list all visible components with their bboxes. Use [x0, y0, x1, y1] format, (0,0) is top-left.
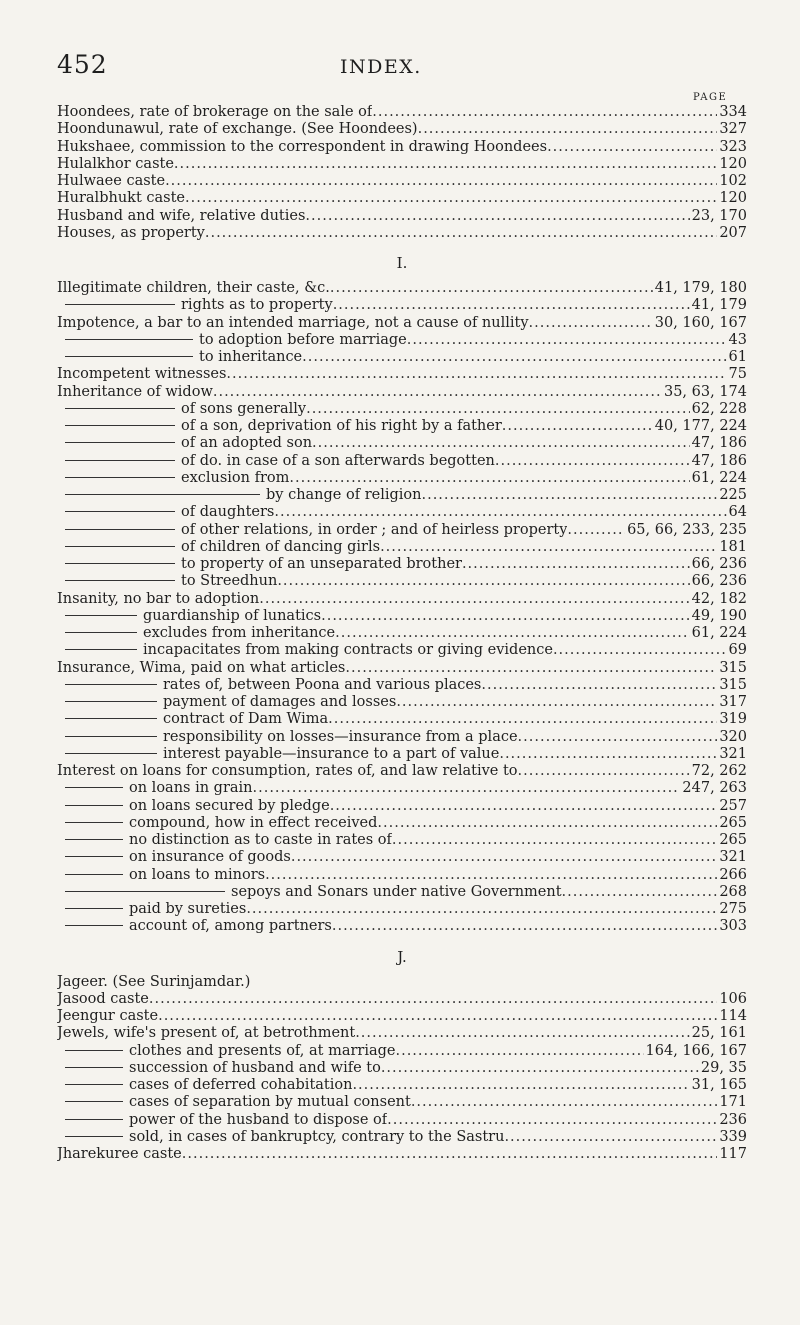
ditto-rule [65, 1067, 123, 1068]
index-entry [57, 156, 747, 173]
ditto-rule [65, 511, 175, 512]
dot-leader [355, 1025, 689, 1042]
index-entry [57, 1008, 747, 1025]
entry-pages: 171 [719, 1094, 747, 1111]
entry-pages: 49, 190 [691, 607, 747, 624]
index-entry [57, 332, 747, 349]
index-entry [57, 625, 747, 642]
entry-text: Jasood caste [57, 990, 149, 1007]
entry-text: no distinction as to caste in rates of [129, 832, 392, 848]
index-entry [57, 608, 747, 625]
entry-pages: 225 [719, 487, 747, 503]
entry-pages: 265 [719, 832, 747, 848]
entry-pages: 66, 236 [691, 573, 747, 590]
ditto-rule [65, 408, 175, 409]
entry-pages: 120 [719, 155, 747, 172]
entry-pages: 275 [719, 901, 747, 917]
entry-pages: 303 [719, 918, 747, 935]
entry-text: cases of separation by mutual consent [129, 1094, 411, 1111]
index-entry [57, 884, 747, 901]
entry-text: Hulalkhor caste [57, 155, 174, 172]
dot-leader [333, 297, 690, 314]
dot-leader [547, 139, 717, 156]
dot-leader [226, 366, 726, 383]
ditto-rule [65, 477, 175, 478]
dot-leader [291, 849, 717, 866]
ditto-rule [65, 649, 137, 650]
index-entry [57, 763, 747, 780]
entry-pages: 72, 262 [691, 763, 747, 779]
entry-pages: 66, 236 [691, 556, 747, 572]
entry-text: Hulwaee caste [57, 173, 166, 189]
dot-leader [481, 677, 717, 694]
entry-pages: 41, 179, 180 [654, 280, 747, 296]
index-entry [57, 366, 747, 383]
dot-leader [165, 173, 717, 190]
entry-text: excludes from inheritance [143, 625, 336, 641]
dot-leader [421, 487, 717, 504]
entry-text: Hoondunawul, rate of exchange. (See Hoondees) [57, 121, 418, 138]
entry-pages: 47, 186 [691, 435, 747, 452]
ditto-rule [65, 356, 193, 357]
entry-text: Inheritance of widow [57, 383, 213, 400]
index-entry [57, 1043, 747, 1060]
dot-leader [407, 332, 727, 349]
ditto-rule [65, 304, 175, 305]
entry-text: to Streedhun [181, 573, 278, 590]
index-entry [57, 121, 747, 138]
dot-leader [372, 104, 717, 121]
dot-leader [567, 522, 625, 539]
entry-pages: 207 [719, 224, 747, 241]
section-letter: J. [397, 947, 407, 966]
dot-leader [321, 608, 690, 625]
index-entry [57, 867, 747, 884]
entry-text: paid by sureties [129, 901, 247, 917]
ditto-rule [65, 925, 123, 926]
entry-text: of a son, deprivation of his right by a father [181, 418, 502, 434]
entry-text: incapacitates from making contracts or giving evidence [143, 642, 553, 659]
dot-leader [302, 349, 726, 366]
entry-pages: 265 [719, 814, 747, 831]
entry-text: payment of damages and losses [163, 694, 397, 710]
entry-pages: 41, 179 [691, 297, 747, 314]
dot-leader [289, 470, 689, 487]
ditto-rule [65, 546, 175, 547]
entry-text: clothes and presents of, at marriage [129, 1042, 396, 1059]
dot-leader [335, 625, 690, 642]
ditto-rule [65, 425, 175, 426]
entry-text: Insanity, no bar to adoption [57, 590, 260, 607]
ditto-rule [65, 1050, 123, 1051]
dot-leader [274, 504, 726, 521]
entry-pages: 106 [719, 990, 747, 1007]
entry-pages: 42, 182 [691, 590, 747, 607]
entry-pages: 61, 224 [691, 469, 747, 486]
index-entry [57, 780, 747, 797]
entry-text: Jewels, wife's present of, at betrothment [57, 1025, 356, 1042]
dot-leader [149, 991, 717, 1008]
dot-leader [518, 763, 690, 780]
ditto-rule [65, 615, 137, 616]
entry-pages: 65, 66, 233, 235 [627, 521, 747, 538]
entry-text: Houses, as property [57, 224, 205, 241]
entry-pages: 69 [728, 642, 747, 659]
index-entry [57, 173, 747, 190]
entry-pages: 30, 160, 167 [654, 314, 747, 331]
dot-leader [381, 1060, 699, 1077]
index-entry [57, 522, 747, 539]
entry-text: of children of dancing girls [181, 538, 381, 555]
entry-pages: 114 [719, 1008, 747, 1024]
dot-leader [306, 401, 690, 418]
page-column-label: PAGE [693, 92, 728, 103]
entry-pages: 23, 170 [691, 207, 747, 224]
dot-leader [253, 780, 681, 797]
entry-text: of other relations, in order ; and of heirless property [181, 521, 568, 538]
ditto-rule [65, 529, 175, 530]
ditto-rule [65, 701, 157, 702]
index-entry [57, 297, 747, 314]
index-entry [57, 556, 747, 573]
ditto-rule [65, 822, 123, 823]
ditto-rule [65, 442, 175, 443]
entry-pages: 323 [719, 138, 747, 155]
entry-pages: 319 [719, 711, 747, 728]
entry-text: contract of Dam Wima [163, 711, 329, 728]
dot-leader [330, 798, 718, 815]
entry-text: cases of deferred cohabitation [129, 1077, 353, 1093]
dot-leader [246, 901, 717, 918]
index-entry [57, 694, 747, 711]
ditto-rule [65, 805, 123, 806]
index-entry [57, 453, 747, 470]
entry-text: on insurance of goods [129, 849, 291, 866]
ditto-rule [65, 1084, 123, 1085]
entry-pages: 40, 177, 224 [654, 418, 747, 434]
entry-text: sold, in cases of bankruptcy, contrary to the Sastru [129, 1128, 505, 1145]
index-entry [57, 1025, 747, 1042]
ditto-rule [65, 460, 175, 461]
dot-leader [418, 121, 718, 138]
dot-leader [396, 694, 717, 711]
index-entry [57, 991, 747, 1008]
entry-text: of sons generally [181, 400, 307, 417]
entry-pages: 29, 35 [700, 1059, 747, 1076]
ditto-rule [65, 718, 157, 719]
index-entry [57, 504, 747, 521]
index-entry [57, 591, 747, 608]
entry-text: Jeengur caste [57, 1008, 159, 1024]
entry-pages: 102 [719, 173, 747, 189]
entry-text: Huralbhukt caste [57, 190, 185, 207]
dot-leader [411, 1094, 717, 1111]
entry-pages: 268 [719, 883, 747, 900]
entry-text: to adoption before marriage [199, 331, 407, 348]
entry-text: of daughters [181, 504, 275, 521]
dot-leader [377, 815, 717, 832]
index-entry [57, 1129, 747, 1146]
ditto-rule [65, 1101, 123, 1102]
ditto-rule [65, 891, 225, 892]
index-entry [57, 711, 747, 728]
dot-leader [345, 660, 717, 677]
ditto-rule [65, 787, 123, 788]
ditto-rule [65, 339, 193, 340]
ditto-rule [65, 753, 157, 754]
running-head: INDEX. [340, 56, 422, 78]
entry-text: Incompetent witnesses [57, 366, 227, 383]
entry-pages: 35, 63, 174 [663, 383, 747, 400]
index-entry [57, 642, 747, 659]
index-entry [57, 746, 747, 763]
entry-text: of an adopted son [181, 435, 313, 452]
entry-text: Jharekuree caste [57, 1146, 182, 1162]
section-letter: I. [396, 254, 408, 272]
dot-leader [462, 556, 690, 573]
ditto-rule [65, 908, 123, 909]
index-entry [57, 573, 747, 590]
index-entry [57, 384, 747, 401]
dot-leader [518, 729, 718, 746]
index-entry [57, 487, 747, 504]
index-entry [57, 208, 747, 225]
dot-leader [387, 1112, 717, 1129]
index-entry [57, 435, 747, 452]
entry-pages: 181 [719, 538, 747, 555]
ditto-rule [65, 874, 123, 875]
index-entry [57, 104, 747, 121]
index-entry [57, 901, 747, 918]
index-entry [57, 190, 747, 207]
dot-leader [330, 280, 653, 297]
index-entry [57, 1060, 747, 1077]
dot-leader [158, 1008, 717, 1025]
entry-text: Insurance, Wima, paid on what articles [57, 659, 346, 676]
entry-text: guardianship of lunatics [143, 607, 322, 624]
index-entry [57, 815, 747, 832]
entry-pages: 61, 224 [691, 625, 747, 641]
ditto-rule [65, 580, 175, 581]
index-entry [57, 1146, 747, 1163]
index-entry [57, 225, 747, 242]
entry-text: of do. in case of a son afterwards begotten [181, 452, 495, 469]
index-entry [57, 1077, 747, 1094]
entry-text: succession of husband and wife to [129, 1059, 381, 1076]
index-entry [57, 1112, 747, 1129]
entry-pages: 339 [719, 1128, 747, 1145]
entry-pages: 62, 228 [691, 400, 747, 417]
ditto-rule [65, 839, 123, 840]
ditto-rule [65, 736, 157, 737]
entry-text: sepoys and Sonars under native Government [231, 883, 562, 900]
entry-pages: 25, 161 [691, 1025, 747, 1042]
entry-text: compound, how in effect received [129, 814, 378, 831]
index-entry [57, 677, 747, 694]
dot-leader [380, 539, 717, 556]
dot-leader [495, 453, 690, 470]
entry-pages: 47, 186 [691, 452, 747, 469]
entry-pages: 164, 166, 167 [645, 1042, 747, 1059]
entry-pages: 120 [719, 190, 747, 207]
dot-leader [395, 1043, 643, 1060]
dot-leader [174, 156, 717, 173]
entry-text: Interest on loans for consumption, rates of, and law relative to [57, 763, 518, 779]
index-entry [57, 280, 747, 297]
dot-leader [352, 1077, 689, 1094]
entry-pages: 247, 263 [682, 780, 747, 797]
entry-pages: 321 [719, 849, 747, 866]
index-entries [57, 104, 747, 1163]
entry-pages: 61 [728, 349, 747, 365]
entry-text: on loans to minors [129, 866, 266, 883]
index-entry [57, 918, 747, 935]
entry-pages: 327 [719, 121, 747, 138]
entry-text: Husband and wife, relative duties [57, 207, 306, 224]
dot-leader [185, 190, 717, 207]
ditto-rule [65, 684, 157, 685]
dot-leader [328, 711, 717, 728]
entry-pages: 117 [719, 1146, 747, 1162]
entry-text: responsibility on losses—insurance from a place [163, 728, 518, 745]
dot-leader [277, 573, 689, 590]
entry-pages: 317 [719, 694, 747, 710]
index-entry [57, 849, 747, 866]
dot-leader [504, 1129, 717, 1146]
entry-text: on loans secured by pledge [129, 797, 330, 814]
entry-pages: 266 [719, 866, 747, 883]
entry-text: Jageer. (See Surinjamdar.) [57, 973, 251, 990]
entry-text: on loans in grain [129, 780, 253, 797]
entry-pages: 321 [719, 745, 747, 762]
entry-text: exclusion from [181, 469, 290, 486]
entry-text: Impotence, a bar to an intended marriage, not a cause of nullity [57, 314, 529, 331]
dot-leader [529, 315, 653, 332]
dot-leader [213, 384, 662, 401]
ditto-rule [65, 1136, 123, 1137]
index-entry [57, 418, 747, 435]
dot-leader [332, 918, 717, 935]
dot-leader [499, 746, 717, 763]
entry-text: account of, among partners [129, 918, 332, 935]
entry-pages: 236 [719, 1111, 747, 1128]
ditto-rule [65, 632, 137, 633]
dot-leader [312, 435, 690, 452]
entry-text: rights as to property [181, 297, 333, 314]
ditto-rule [65, 856, 123, 857]
entry-text: power of the husband to dispose of [129, 1111, 388, 1128]
entry-pages: 334 [719, 104, 747, 120]
entry-pages: 75 [728, 366, 747, 383]
index-entry [57, 832, 747, 849]
index-entry [57, 660, 747, 677]
ditto-rule [65, 1119, 123, 1120]
entry-pages: 64 [728, 504, 747, 521]
index-entry [57, 139, 747, 156]
dot-leader [392, 832, 717, 849]
index-entry [57, 349, 747, 366]
entry-text: by change of religion [266, 487, 422, 503]
index-entry [57, 539, 747, 556]
index-entry [57, 315, 747, 332]
index-entry [57, 1094, 747, 1111]
entry-text: Illegitimate children, their caste, &c. [57, 280, 330, 296]
dot-leader [205, 225, 717, 242]
dot-leader [553, 642, 727, 659]
entry-text: to inheritance [199, 349, 303, 365]
entry-text: rates of, between Poona and various places [163, 676, 482, 693]
dot-leader [182, 1146, 718, 1163]
entry-pages: 320 [719, 728, 747, 745]
entry-pages: 315 [719, 676, 747, 693]
entry-text: to property of an unseparated brother [181, 556, 462, 572]
entry-pages: 43 [728, 331, 747, 348]
ditto-rule [65, 494, 260, 495]
dot-leader [502, 418, 653, 435]
page-number: 452 [57, 50, 108, 79]
dot-leader [259, 591, 689, 608]
entry-pages: 257 [719, 797, 747, 814]
entry-text: interest payable—insurance to a part of value [163, 745, 500, 762]
entry-pages: 315 [719, 659, 747, 676]
ditto-rule [65, 563, 175, 564]
index-entry [57, 974, 747, 991]
index-entry [57, 798, 747, 815]
index-entry [57, 401, 747, 418]
index-entry [57, 470, 747, 487]
index-entry [57, 729, 747, 746]
entry-text: Hukshaee, commission to the correspondent in drawing Hoondees [57, 138, 548, 155]
dot-leader [305, 208, 689, 225]
dot-leader [265, 867, 717, 884]
entry-pages: 31, 165 [691, 1077, 747, 1093]
dot-leader [562, 884, 718, 901]
entry-text: Hoondees, rate of brokerage on the sale of [57, 104, 373, 120]
